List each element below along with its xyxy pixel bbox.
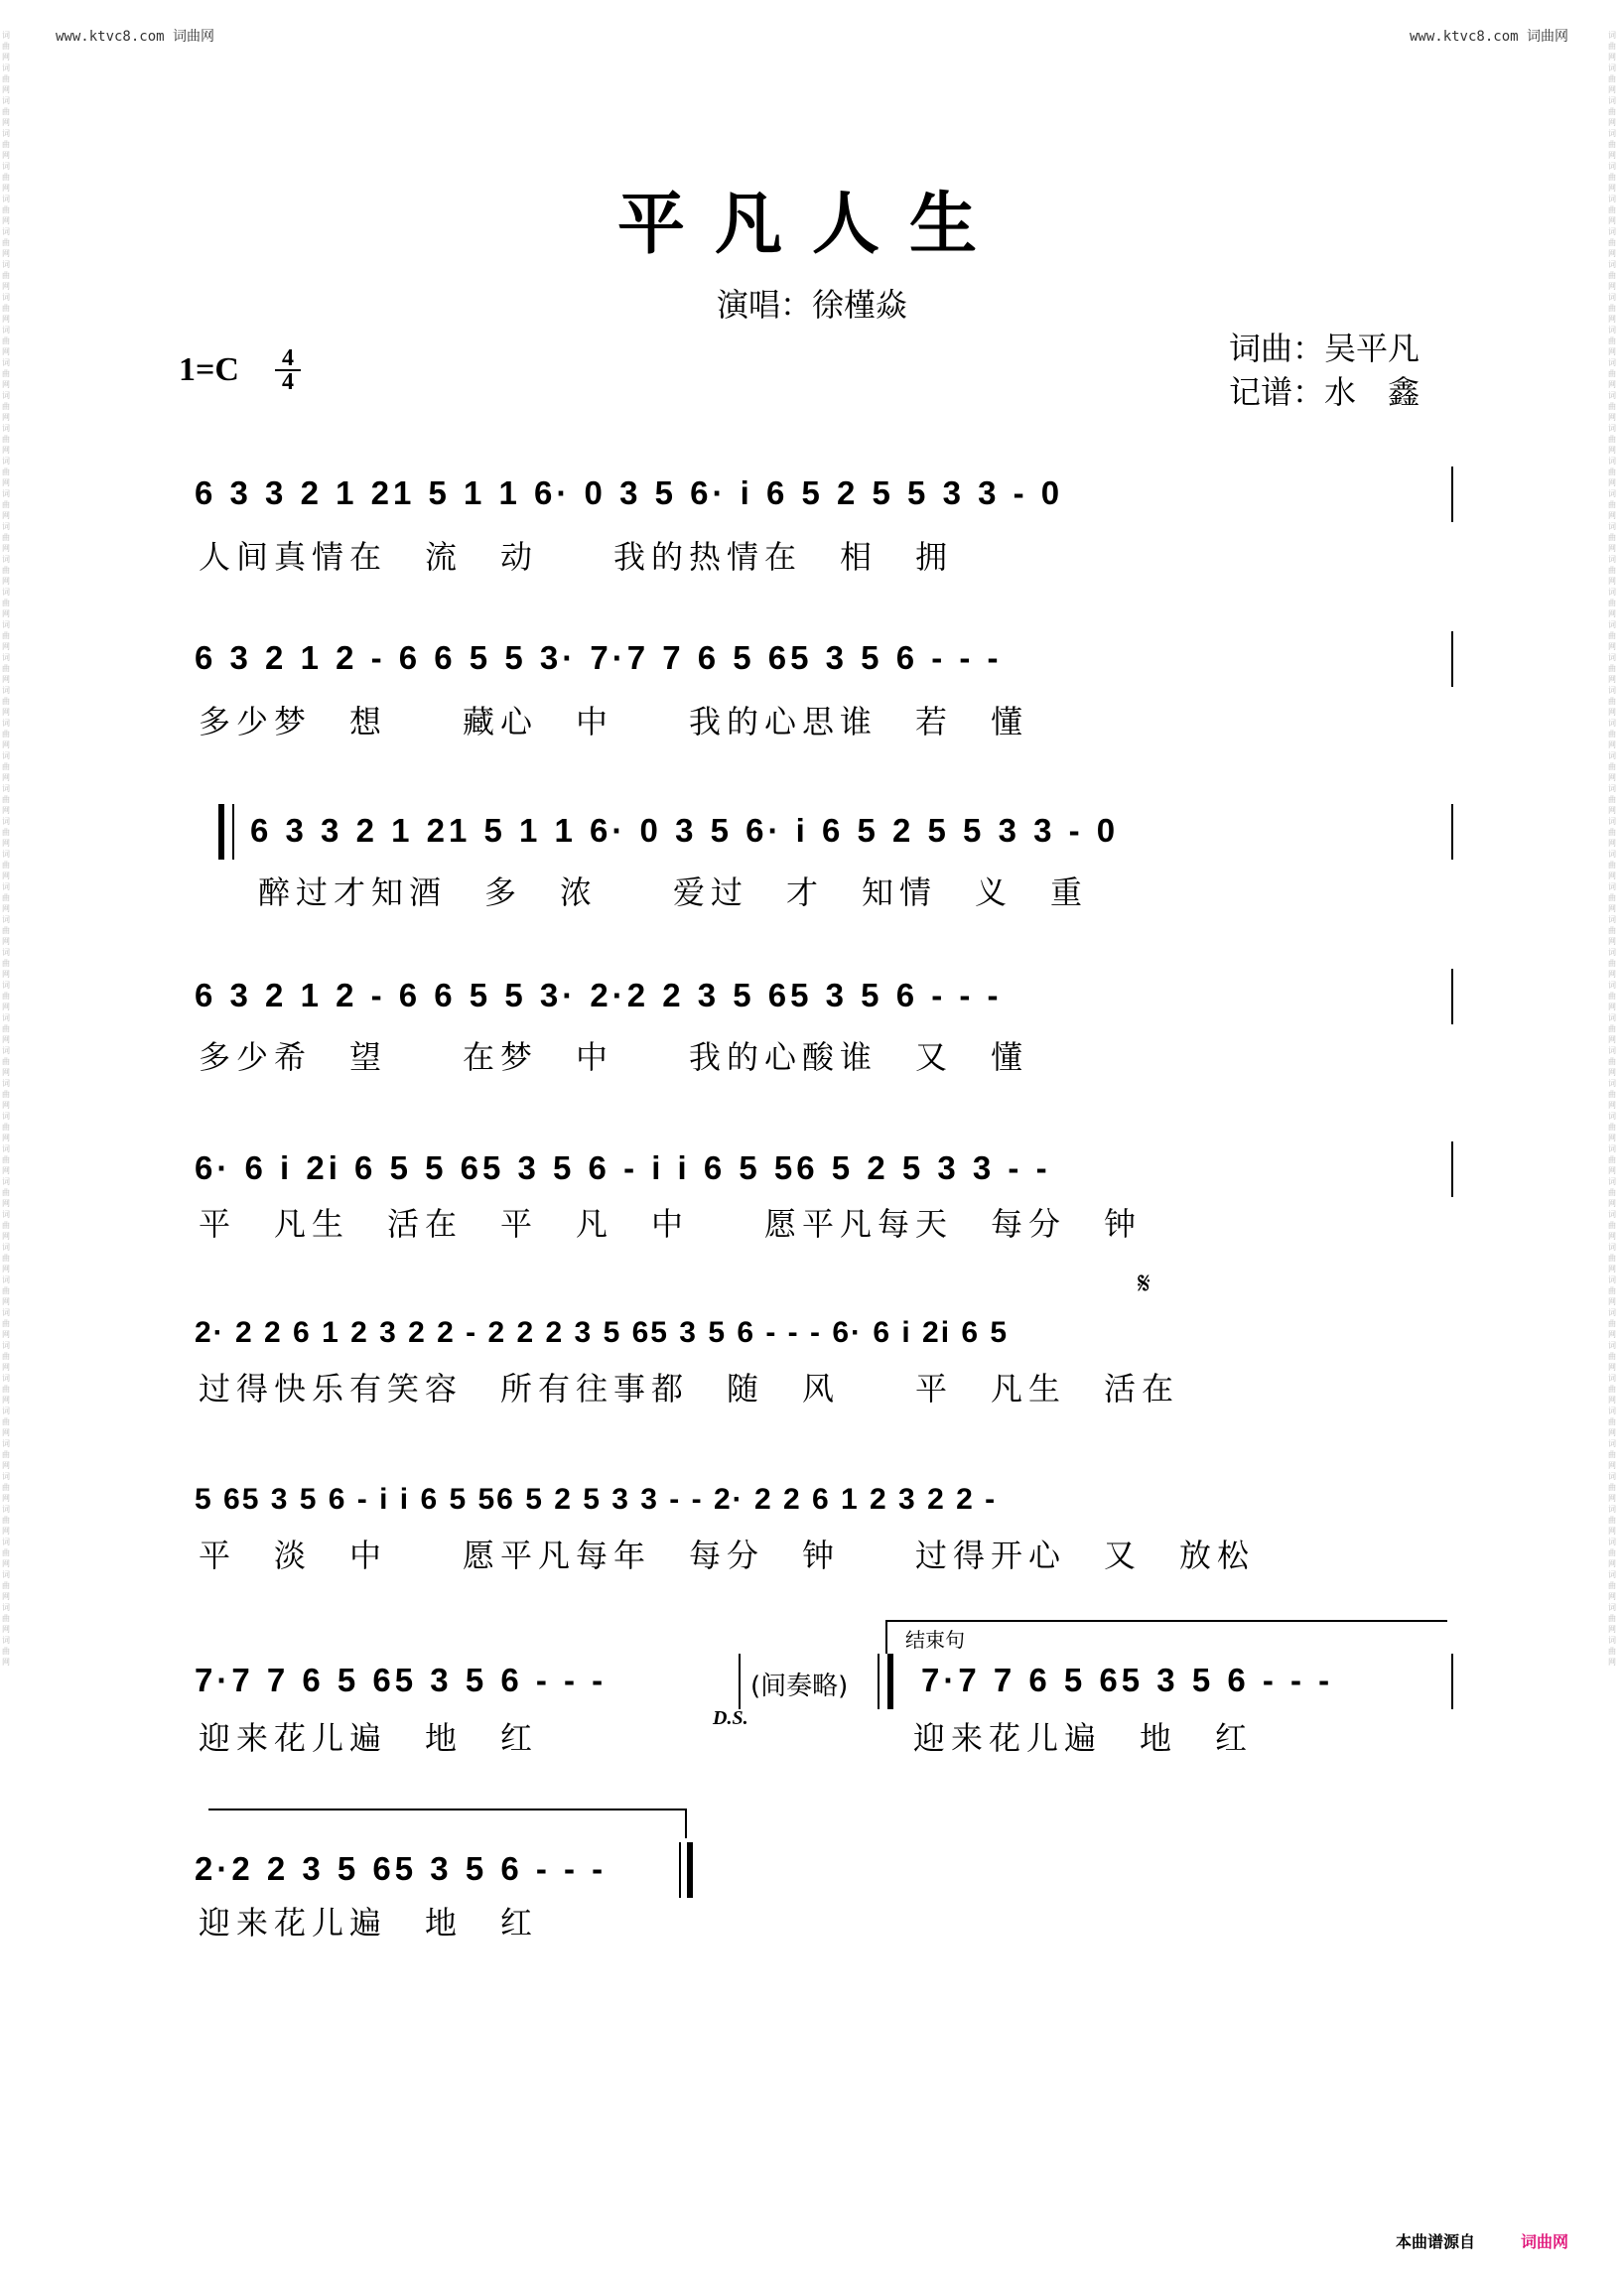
notation-line-2 [195, 639, 1455, 697]
coda-bracket-continuation [208, 1809, 685, 1810]
notes-line-3: 6 3 3 2 1 21 5 1 1 6· 0 3 5 6· i 6 5 2 5 5 3 3 - 0 [250, 812, 1120, 849]
notes-line-1: 6 3 3 2 1 21 5 1 1 6· 0 3 5 6· i 6 5 2 5 5 3 3 - 0 [195, 474, 1064, 511]
lyrics-line-6: 过得快乐有笑容 所有往事都 随 风 平 凡生 活在 [199, 1370, 1180, 1407]
coda-label: 结束句 [905, 1628, 965, 1652]
barline [1451, 969, 1453, 1024]
footer-site-link[interactable]: 词曲网 [1520, 2232, 1568, 2251]
lyrics-line-5: 平 凡生 活在 平 凡 中 愿平凡每天 每分 钟 [199, 1205, 1143, 1243]
interlude-note: (间奏略) [750, 1672, 849, 1701]
lyrics-line-3: 醉过才知酒 多 浓 爱过 才 知情 义 重 [258, 873, 1089, 911]
barline [1451, 804, 1453, 860]
footer-source-text: 本曲谱源自 [1395, 2232, 1475, 2251]
lyrics-line-7: 平 淡 中 愿平凡每年 每分 钟 过得开心 又 放松 [199, 1537, 1256, 1574]
lyrics-line-1: 人间真情在 流 动 我的热情在 相 拥 [199, 538, 954, 576]
side-watermark-right: 词曲网词曲网词曲网词曲网词曲网词曲网词曲网词曲网词曲网词曲网词曲网词曲网词曲网词曲网词曲网词曲网词曲网词曲网词曲网词曲网词曲网词曲网词曲网词曲网词曲网词曲网词曲网词曲网词曲网词曲网词曲网词曲网词曲网词曲网词曲网词曲网词曲网词曲网词曲网词曲网词曲网词曲网词曲网词曲网词曲网词曲网词曲网词曲网词曲网词曲网 [1608, 31, 1616, 1667]
lyrics-line-8: 迎来花儿遍 地 红 [199, 1719, 539, 1757]
notes-line-9: 2·2 2 3 5 65 3 5 6 - - - [195, 1850, 608, 1887]
side-watermark-left: 词曲网词曲网词曲网词曲网词曲网词曲网词曲网词曲网词曲网词曲网词曲网词曲网词曲网词曲网词曲网词曲网词曲网词曲网词曲网词曲网词曲网词曲网词曲网词曲网词曲网词曲网词曲网词曲网词曲网词曲网词曲网词曲网词曲网词曲网词曲网词曲网词曲网词曲网词曲网词曲网词曲网词曲网词曲网词曲网词曲网词曲网词曲网词曲网词曲网词曲网 [2, 31, 10, 1667]
coda-bracket-top [885, 1620, 1447, 1622]
repeat-start-barline [218, 804, 234, 860]
lyrics-line-8-ending: 迎来花儿遍 地 红 [913, 1719, 1254, 1757]
time-signature [275, 347, 301, 393]
barline [1451, 1141, 1453, 1197]
lyrics-line-4: 多少希 望 在梦 中 我的心酸谁 又 懂 [199, 1038, 1029, 1076]
lyricist-composer-credit: 词曲：吴平凡 [1229, 330, 1421, 367]
barline [1451, 1654, 1453, 1709]
notes-line-8-ending: 7·7 7 6 5 65 3 5 6 - - - [921, 1662, 1334, 1698]
key-signature: 1=C [179, 351, 239, 388]
repeat-end-barline [878, 1654, 893, 1709]
notes-line-5: 6· 6 i 2i 6 5 5 65 3 5 6 - i i 6 5 56 5 2 5 3 3 - - [195, 1149, 1051, 1186]
barline [1451, 467, 1453, 522]
coda-bracket-side [885, 1620, 887, 1654]
notation-line-3 [195, 812, 1455, 870]
notes-line-6: 2· 2 2 6 1 2 3 2 2 - 2 2 2 3 5 65 3 5 6 - - - 6· 6 i 2i 6 5 [195, 1316, 1010, 1349]
lyrics-line-9: 迎来花儿遍 地 红 [199, 1904, 539, 1942]
notation-line-8 [195, 1662, 1455, 1719]
notation-line-4 [195, 977, 1455, 1034]
notes-line-2: 6 3 2 1 2 - 6 6 5 5 3· 7·7 7 6 5 65 3 5 6 - - - [195, 639, 1003, 676]
song-title: 平凡人生 [616, 185, 1007, 264]
barline [1451, 631, 1453, 687]
singer-credit: 演唱：徐槿焱 [716, 286, 907, 324]
ds-marking: D.S. [713, 1707, 748, 1729]
notation-line-1 [195, 474, 1455, 532]
lyrics-line-2: 多少梦 想 藏心 中 我的心思谁 若 懂 [199, 703, 1029, 740]
notes-line-8: 7·7 7 6 5 65 3 5 6 - - - [195, 1662, 608, 1698]
final-barline [679, 1842, 693, 1898]
segno-sign: 𝄋 [1138, 1267, 1150, 1301]
time-signature-bottom: 4 [275, 369, 301, 393]
notes-line-7: 5 65 3 5 6 - i i 6 5 56 5 2 5 3 3 - - 2· 2 2 6 1 2 3 2 2 - [195, 1483, 998, 1516]
time-signature-top: 4 [282, 345, 294, 371]
barline [739, 1654, 741, 1709]
transcriber-credit: 记谱：水 鑫 [1229, 373, 1421, 411]
notes-line-4: 6 3 2 1 2 - 6 6 5 5 3· 2·2 2 3 5 65 3 5 6 - - - [195, 977, 1003, 1013]
coda-bracket-end [685, 1809, 687, 1838]
header-site-right: www.ktvc8.com 词曲网 [1409, 29, 1568, 45]
header-site-left: www.ktvc8.com 词曲网 [56, 29, 215, 45]
